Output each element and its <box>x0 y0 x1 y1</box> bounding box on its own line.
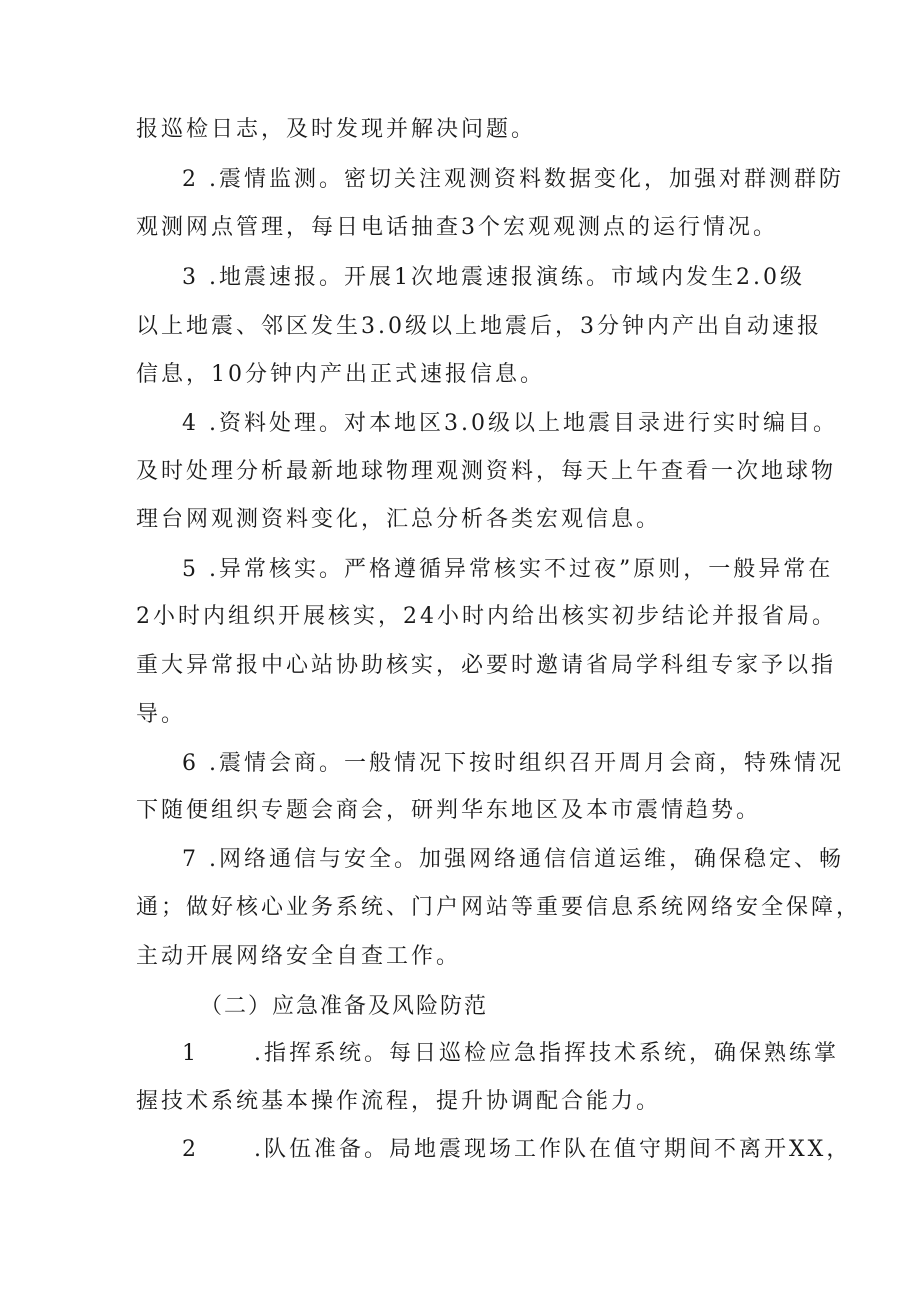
paragraph-line: 观测网点管理，每日电话抽查3个宏观观测点的运行情况。 <box>136 215 778 240</box>
paragraph-line: 主动开展网络安全自查工作。 <box>136 944 462 969</box>
paragraph-line: 报巡检日志，及时发现并解决问题。 <box>136 117 537 142</box>
paragraph-line <box>182 1038 839 1070</box>
list-text: .指挥系统。每日巡检应急指挥技术系统，确保熟练掌 <box>254 1041 839 1066</box>
paragraph-line: 2 .震情监测。密切关注观测资料数据变化，加强对群测群防 <box>182 167 844 192</box>
paragraph-line <box>182 1134 851 1166</box>
paragraph-line: 重大异常报中心站协助核实，必要时邀请省局学科组专家予以指 <box>136 653 837 678</box>
list-number: 1 <box>182 1041 199 1066</box>
paragraph-line: 下随便组织专题会商会，研判华东地区及本市震情趋势。 <box>136 798 762 823</box>
section-heading: （二）应急准备及风险防范 <box>200 994 489 1019</box>
paragraph-line: 通；做好核心业务系统、门户网站等重要信息系统网络安全保障， <box>136 895 862 920</box>
paragraph-line: 及时处理分析最新地球物理观测资料，每天上午查看一次地球物 <box>136 459 837 484</box>
paragraph-line: 5 .异常核实。严格遵循异常核实不过夜”原则，一般异常在 <box>182 557 834 582</box>
list-text: .队伍准备。局地震现场工作队在值守期间不离开XX， <box>254 1137 852 1162</box>
paragraph-line: 以上地震、邻区发生3.0级以上地震后，3分钟内产出自动速报 <box>136 314 822 339</box>
paragraph-line: 3 .地震速报。开展1次地震速报演练。市域内发生2.0级 <box>182 265 805 290</box>
list-number: 2 <box>182 1137 199 1162</box>
paragraph-line: 握技术系统基本操作流程，提升协调配合能力。 <box>136 1089 662 1114</box>
paragraph-line: 4 .资料处理。对本地区3.0级以上地震目录进行实时编目。 <box>182 411 838 436</box>
paragraph-line: 2小时内组织开展核实，24小时内给出核实初步结论并报省局。 <box>136 604 837 629</box>
paragraph-line: 信息，10分钟内产出正式速报信息。 <box>136 362 545 387</box>
paragraph-line: 7 .网络通信与安全。加强网络通信信道运维，确保稳定、畅 <box>182 847 844 872</box>
paragraph-line: 理台网观测资料变化，汇总分析各类宏观信息。 <box>136 507 662 532</box>
paragraph-line: 6 .震情会商。一般情况下按时组织召开周月会商，特殊情况 <box>182 751 844 776</box>
paragraph-line: 导。 <box>136 702 187 727</box>
